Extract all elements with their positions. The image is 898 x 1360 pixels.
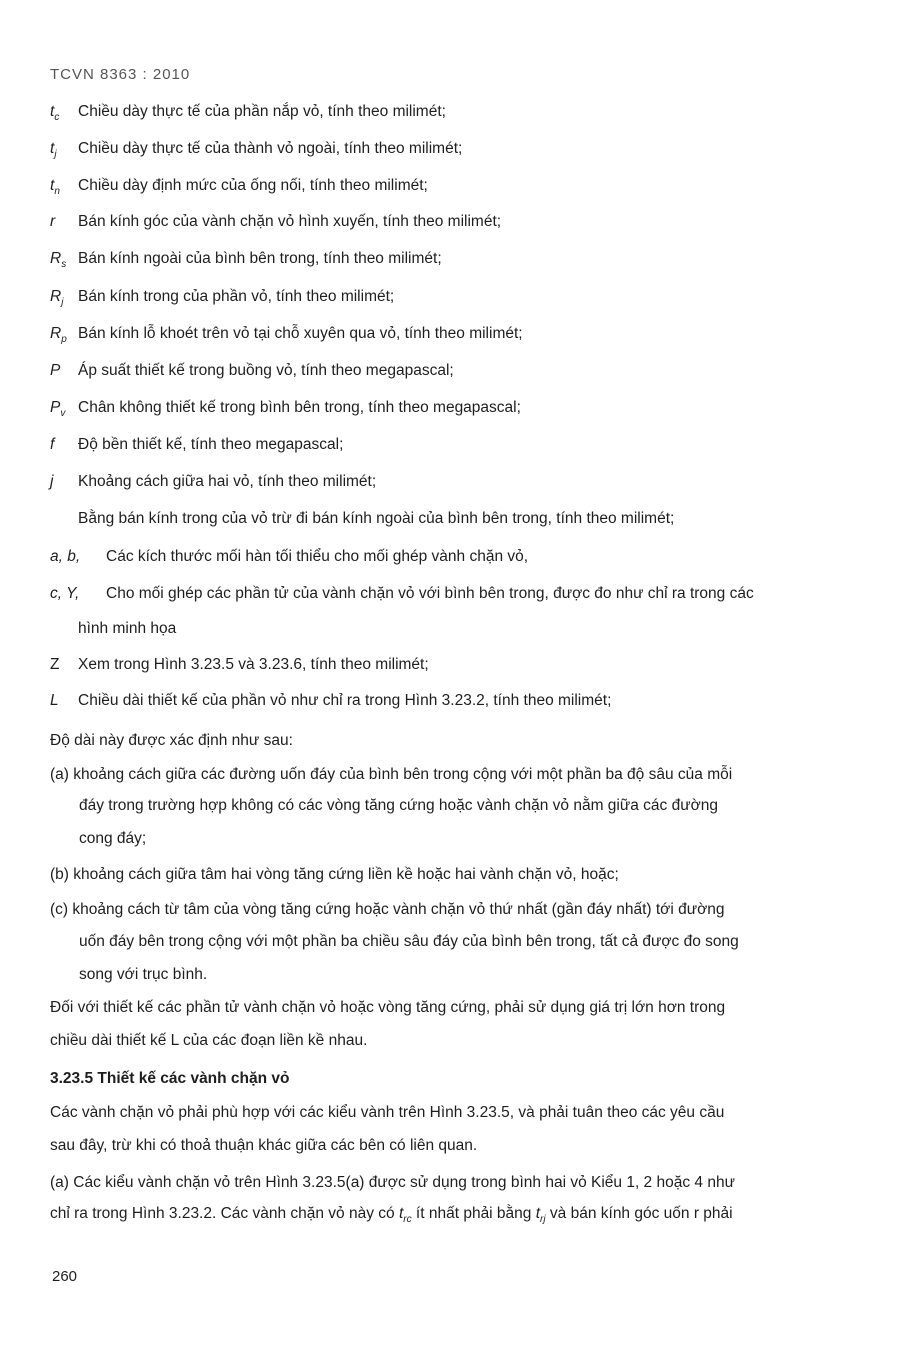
paragraph-a-line-1: (a) Các kiểu vành chặn vỏ trên Hình 3.23.5(a) được sử dụng trong bình hai vỏ Kiểu 1, 2 hoặc 4 như [50, 1174, 735, 1191]
definition-text: Bán kính góc của vành chặn vỏ hình xuyến, tính theo milimét; [78, 213, 502, 230]
paragraph-a-text: chỉ ra trong Hình 3.23.2. Các vành chặn vỏ này có [50, 1205, 399, 1222]
definition-symbol: $R_j$ [50, 288, 64, 309]
definition-text: Chiều dày thực tế của thành vỏ ngoài, tính theo milimét; [78, 140, 463, 157]
definition-symbol: L [50, 692, 59, 709]
definition-text: Chiều dày định mức của ống nối, tính theo milimét; [78, 177, 428, 194]
list-item-c-line-2: uốn đáy bên trong cộng với một phần ba chiều sâu đáy của bình bên trong, tất cả được đo song [79, 933, 739, 950]
definition-text: Bán kính ngoài của bình bên trong, tính theo milimét; [78, 250, 442, 267]
definition-symbol: $R_s$ [50, 250, 67, 271]
definition-symbol: $t_j$ [50, 140, 57, 161]
definition-symbol: $t_n$ [50, 177, 60, 198]
list-item-a-line-1: (a) khoảng cách giữa các đường uốn đáy của bình bên trong cộng với một phần ba độ sâu của mỗi [50, 766, 733, 783]
definition-text: Độ bền thiết kế, tính theo megapascal; [78, 436, 344, 453]
standard-header: TCVN 8363 : 2010 [50, 66, 191, 83]
symbol-trj: $t_{rj}$ [535, 1205, 546, 1226]
length-intro: Độ dài này được xác định như sau: [50, 732, 293, 749]
list-item-c-line-3: song với trục bình. [79, 966, 208, 983]
definition-text: Các kích thước mối hàn tối thiểu cho mối ghép vành chặn vỏ, [106, 548, 529, 565]
section-paragraph-line-1: Các vành chặn vỏ phải phù hợp với các kiểu vành trên Hình 3.23.5, và phải tuân theo các yêu cầu [50, 1104, 725, 1121]
definition-continuation: Bằng bán kính trong của vỏ trừ đi bán kính ngoài của bình bên trong, tính theo milimét; [78, 510, 675, 527]
definition-text: Cho mối ghép các phần tử của vành chặn vỏ với bình bên trong, được đo như chỉ ra trong các [106, 585, 754, 602]
definition-symbol: $R_p$ [50, 325, 67, 346]
definition-text: Bán kính lỗ khoét trên vỏ tại chỗ xuyên qua vỏ, tính theo milimét; [78, 325, 523, 342]
paragraph-a-text: ít nhất phải bằng [411, 1205, 536, 1222]
definition-symbol: $t_c$ [50, 103, 60, 124]
definition-text: Xem trong Hình 3.23.5 và 3.23.6, tính theo milimét; [78, 656, 429, 673]
definition-symbol: P [50, 362, 61, 379]
definition-text: Khoảng cách giữa hai vỏ, tính theo milimét; [78, 473, 377, 490]
definition-symbol: f [50, 436, 55, 453]
definition-text: Bán kính trong của phần vỏ, tính theo milimét; [78, 288, 395, 305]
definition-continuation: hình minh họa [78, 620, 177, 637]
definition-symbol: $P_v$ [50, 399, 66, 420]
paragraph-a-text: và bán kính góc uốn r phải [545, 1205, 733, 1222]
definition-symbol: a, b, [50, 548, 81, 565]
page-number: 260 [52, 1268, 78, 1285]
design-note-line-2: chiều dài thiết kế L của các đoạn liền kề nhau. [50, 1032, 368, 1049]
definition-text: Chân không thiết kế trong bình bên trong, tính theo megapascal; [78, 399, 521, 416]
definition-symbol: Z [50, 656, 60, 673]
section-heading: 3.23.5 Thiết kế các vành chặn vỏ [50, 1070, 290, 1087]
design-note-line-1: Đối với thiết kế các phần tử vành chặn vỏ hoặc vòng tăng cứng, phải sử dụng giá trị lớn hơn trong [50, 999, 726, 1016]
definition-symbol: r [50, 213, 56, 230]
list-item-a-line-2: đáy trong trường hợp không có các vòng tăng cứng hoặc vành chặn vỏ nằm giữa các đường [79, 797, 718, 814]
symbol-trc: $t_{rc}$ [398, 1205, 412, 1226]
list-item-c-line-1: (c) khoảng cách từ tâm của vòng tăng cứng hoặc vành chặn vỏ thứ nhất (gần đáy nhất) tới đường [50, 901, 725, 918]
section-paragraph-line-2: sau đây, trừ khi có thoả thuận khác giữa các bên có liên quan. [50, 1137, 478, 1154]
definition-symbol: j [50, 473, 54, 490]
definition-text: Chiều dày thực tế của phần nắp vỏ, tính theo milimét; [78, 103, 446, 120]
paragraph-a-line-2 [50, 1205, 733, 1225]
definition-text: Chiều dài thiết kế của phần vỏ như chỉ ra trong Hình 3.23.2, tính theo milimét; [78, 692, 612, 709]
list-item-a-line-3: cong đáy; [79, 830, 147, 847]
list-item-b: (b) khoảng cách giữa tâm hai vòng tăng cứng liền kề hoặc hai vành chặn vỏ, hoặc; [50, 866, 619, 883]
definition-symbol: c, Y, [50, 585, 80, 602]
definition-text: Áp suất thiết kế trong buồng vỏ, tính theo megapascal; [78, 362, 454, 379]
